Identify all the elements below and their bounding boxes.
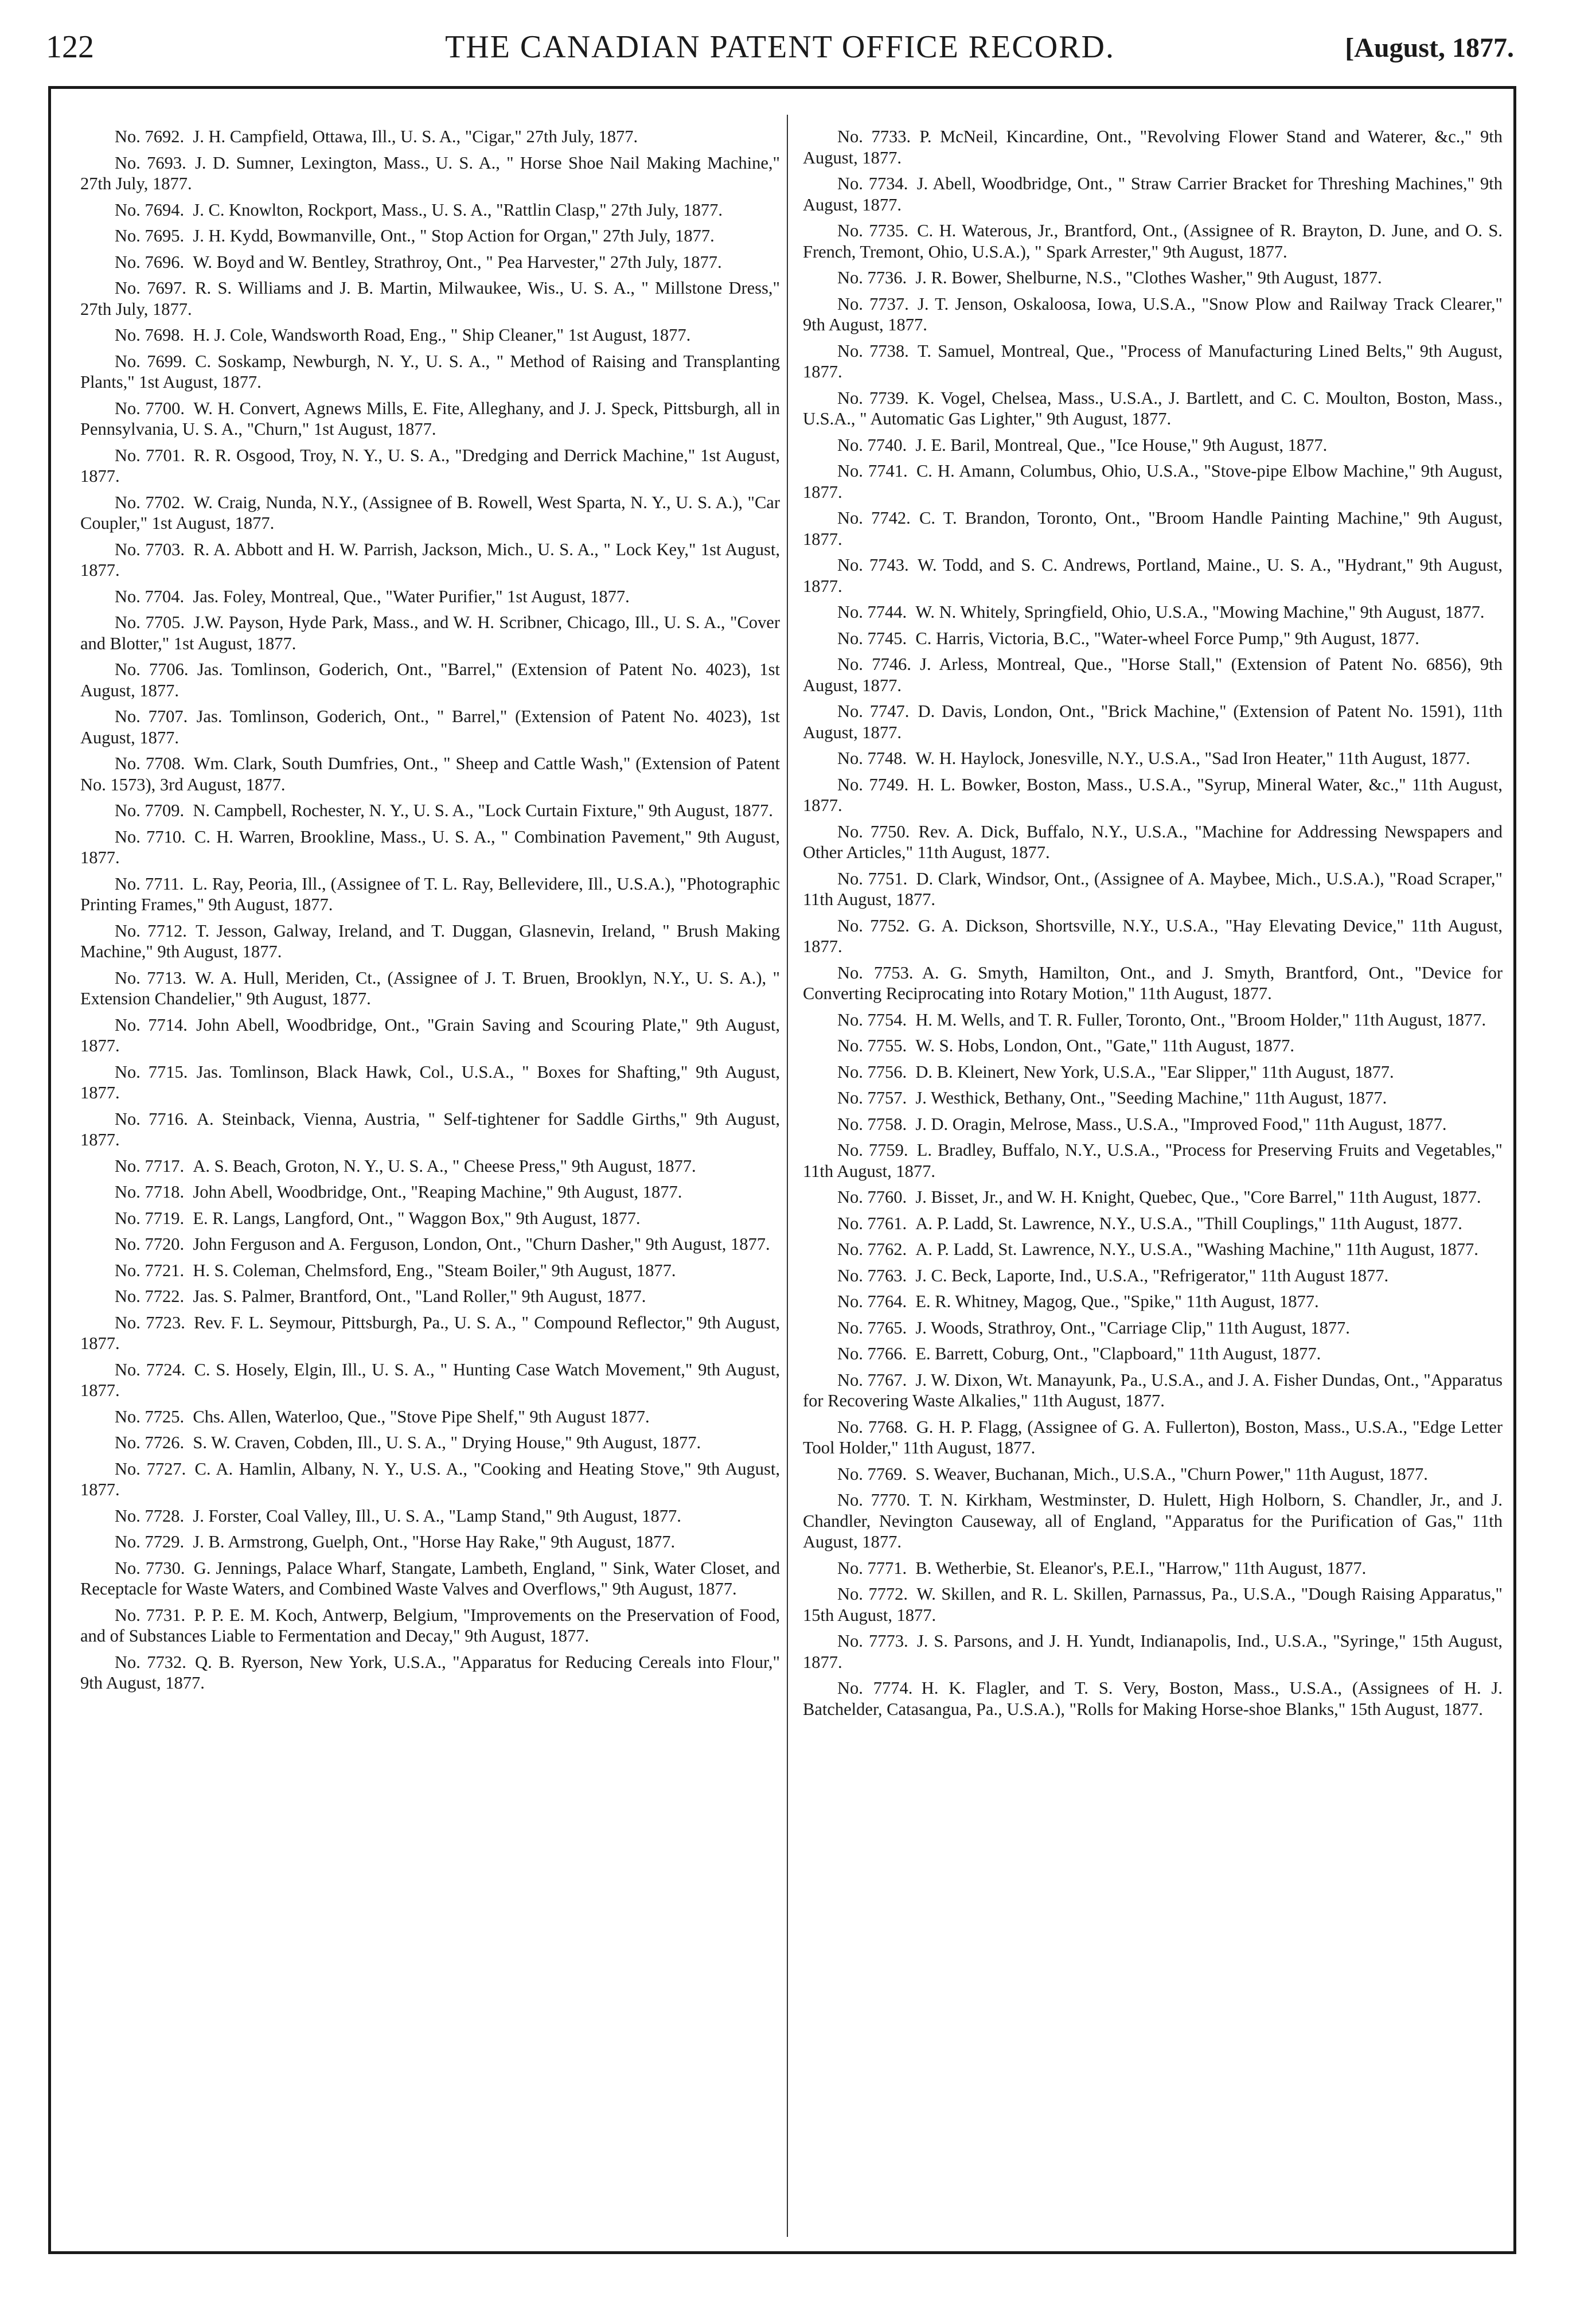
patent-description: A. G. Smyth, Hamilton, Ont., and J. Smyth, Brantford, Ont., "Device for Converting Reciprocating into Rotary Motion," 11th August, 1877. bbox=[803, 962, 1503, 1003]
patent-description: J. Westhick, Bethany, Ont., "Seeding Machine," 11th August, 1877. bbox=[915, 1088, 1387, 1108]
patent-number: No. 7694. bbox=[115, 200, 185, 220]
patent-description: A. Steinback, Vienna, Austria, " Self-tightener for Saddle Girths," 9th August, 1877. bbox=[80, 1109, 781, 1149]
patent-entry bbox=[80, 398, 780, 440]
patent-number: No. 7725. bbox=[115, 1406, 185, 1426]
patent-entry bbox=[80, 921, 780, 962]
patent-number: No. 7712. bbox=[115, 921, 187, 941]
left-column bbox=[80, 126, 780, 1699]
patent-entry bbox=[80, 1558, 780, 1600]
patent-number: No. 7724. bbox=[115, 1359, 186, 1379]
patent-description: J. Abell, Woodbridge, Ont., " Straw Carrier Bracket for Threshing Machines," 9th August, 1877. bbox=[803, 174, 1503, 215]
patent-entry bbox=[803, 962, 1503, 1004]
patent-description: H. J. Cole, Wandsworth Road, Eng., " Ship Cleaner," 1st August, 1877. bbox=[193, 325, 691, 345]
patent-description: Q. B. Ryerson, New York, U.S.A., "Apparatus for Reducing Cereals into Flour," 9th August, 1877. bbox=[80, 1652, 781, 1693]
patent-description: J. W. Dixon, Wt. Manayunk, Pa., U.S.A., and J. A. Fisher Dundas, Ont., "Apparatus for Recovering Waste Alkalies," 11th August, 1877. bbox=[803, 1370, 1503, 1410]
patent-description: T. N. Kirkham, Westminster, D. Hulett, High Holborn, S. Chandler, Jr., and J. Chandler, Nevington Causeway, all of England, "Apparatus for the Purification of Gas," 11th August, 1877. bbox=[803, 1490, 1503, 1551]
patent-entry bbox=[803, 1009, 1503, 1031]
patent-number: No. 7750. bbox=[837, 821, 910, 841]
patent-entry bbox=[80, 278, 780, 319]
patent-description: R. R. Osgood, Troy, N. Y., U. S. A., "Dredging and Derrick Machine," 1st August, 1877. bbox=[80, 445, 781, 486]
patent-entry bbox=[803, 748, 1503, 769]
patent-number: No. 7760. bbox=[837, 1187, 907, 1207]
patent-number: No. 7719. bbox=[115, 1208, 185, 1228]
patent-description: H. L. Bowker, Boston, Mass., U.S.A., "Syrup, Mineral Water, &c.," 11th August, 1877. bbox=[803, 774, 1503, 815]
patent-number: No. 7748. bbox=[837, 748, 907, 768]
patent-number: No. 7734. bbox=[837, 174, 908, 193]
column-divider bbox=[787, 115, 788, 2237]
patent-description: W. N. Whitely, Springfield, Ohio, U.S.A., "Mowing Machine," 9th August, 1877. bbox=[915, 602, 1485, 622]
patent-number: No. 7731. bbox=[115, 1605, 186, 1625]
patent-description: J. C. Beck, Laporte, Ind., U.S.A., "Refrigerator," 11th August 1877. bbox=[915, 1265, 1389, 1285]
patent-number: No. 7716. bbox=[115, 1109, 188, 1129]
patent-number: No. 7703. bbox=[115, 539, 185, 559]
patent-description: D. B. Kleinert, New York, U.S.A., "Ear Slipper," 11th August, 1877. bbox=[915, 1062, 1394, 1082]
patent-description: J. Arless, Montreal, Que., "Horse Stall," (Extension of Patent No. 6856), 9th August, 1877. bbox=[803, 654, 1503, 695]
patent-description: John Ferguson and A. Ferguson, London, Ont., "Churn Dasher," 9th August, 1877. bbox=[193, 1234, 770, 1254]
patent-number: No. 7739. bbox=[837, 388, 909, 408]
page-number: 122 bbox=[46, 29, 94, 65]
patent-entry bbox=[803, 555, 1503, 597]
patent-number: No. 7771. bbox=[837, 1558, 907, 1578]
patent-number: No. 7751. bbox=[837, 868, 908, 888]
patent-number: No. 7749. bbox=[837, 774, 909, 794]
patent-description: L. Bradley, Buffalo, N.Y., U.S.A., "Process for Preserving Fruits and Vegetables," 11th August, 1877. bbox=[803, 1140, 1503, 1181]
patent-entry bbox=[803, 508, 1503, 549]
patent-entry bbox=[80, 539, 780, 581]
patent-entry bbox=[80, 612, 780, 654]
patent-number: No. 7723. bbox=[115, 1312, 185, 1332]
patent-number: No. 7693. bbox=[115, 153, 186, 173]
patent-description: G. H. P. Flagg, (Assignee of G. A. Fullerton), Boston, Mass., U.S.A., "Edge Letter Tool Holder," 11th August, 1877. bbox=[803, 1417, 1503, 1457]
patent-number: No. 7714. bbox=[115, 1015, 188, 1035]
patent-entry bbox=[80, 1156, 780, 1177]
patent-entry bbox=[80, 1260, 780, 1281]
patent-entry bbox=[80, 252, 780, 273]
patent-description: J.W. Payson, Hyde Park, Mass., and W. H. Scribner, Chicago, Ill., U. S. A., "Cover and Blotter," 1st August, 1877. bbox=[80, 613, 780, 653]
patent-description: T. Samuel, Montreal, Que., "Process of Manufacturing Lined Belts," 9th August, 1877. bbox=[803, 341, 1503, 381]
patent-number: No. 7745. bbox=[837, 628, 907, 648]
patent-entry bbox=[803, 461, 1503, 502]
patent-entry bbox=[803, 388, 1503, 430]
patent-entry bbox=[803, 1584, 1503, 1625]
patent-description: H. M. Wells, and T. R. Fuller, Toronto, Ont., "Broom Holder," 11th August, 1877. bbox=[915, 1009, 1486, 1030]
patent-number: No. 7697. bbox=[115, 278, 186, 298]
patent-description: J. R. Bower, Shelburne, N.S., "Clothes Washer," 9th August, 1877. bbox=[915, 268, 1382, 287]
patent-entry bbox=[80, 1062, 780, 1104]
patent-description: C. S. Hosely, Elgin, Ill., U. S. A., " Hunting Case Watch Movement," 9th August, 1877. bbox=[80, 1359, 780, 1400]
patent-description: A. P. Ladd, St. Lawrence, N.Y., U.S.A., "Thill Couplings," 11th August, 1877. bbox=[915, 1213, 1462, 1233]
patent-entry bbox=[803, 294, 1503, 336]
patent-entry bbox=[803, 1370, 1503, 1412]
patent-entry bbox=[80, 827, 780, 868]
patent-number: No. 7730. bbox=[115, 1558, 185, 1578]
patent-description: W. S. Hobs, London, Ont., "Gate," 11th August, 1877. bbox=[915, 1036, 1295, 1055]
patent-number: No. 7720. bbox=[115, 1234, 185, 1254]
patent-description: C. H. Waterous, Jr., Brantford, Ont., (Assignee of R. Brayton, D. June, and O. S. French, Tremont, Ohio, U.S.A.), " Spark Arrester," 9th August, 1877. bbox=[803, 221, 1503, 262]
patent-number: No. 7702. bbox=[115, 492, 185, 512]
patent-number: No. 7722. bbox=[115, 1287, 185, 1306]
patent-entry bbox=[803, 602, 1503, 623]
right-column bbox=[803, 126, 1503, 1725]
patent-description: Rev. A. Dick, Buffalo, N.Y., U.S.A., "Machine for Addressing Newspapers and Other Articles," 11th August, 1877. bbox=[803, 821, 1503, 862]
patent-number: No. 7707. bbox=[115, 707, 188, 726]
patent-description: D. Clark, Windsor, Ont., (Assignee of A. Maybee, Mich., U.S.A.), "Road Scraper," 11th August, 1877. bbox=[803, 868, 1503, 909]
patent-description: A. S. Beach, Groton, N. Y., U. S. A., " Cheese Press," 9th August, 1877. bbox=[193, 1156, 696, 1176]
patent-description: John Abell, Woodbridge, Ont., "Reaping Machine," 9th August, 1877. bbox=[193, 1182, 682, 1202]
patent-entry bbox=[803, 1490, 1503, 1553]
patent-description: J. Bisset, Jr., and W. H. Knight, Quebec, Que., "Core Barrel," 11th August, 1877. bbox=[915, 1187, 1481, 1207]
patent-entry bbox=[803, 1187, 1503, 1208]
patent-entry bbox=[803, 654, 1503, 696]
patent-description: J. S. Parsons, and J. H. Yundt, Indianapolis, Ind., U.S.A., "Syringe," 15th August, 1877. bbox=[803, 1631, 1503, 1672]
patent-description: Chs. Allen, Waterloo, Que., "Stove Pipe Shelf," 9th August 1877. bbox=[193, 1406, 650, 1426]
patent-number: No. 7772. bbox=[837, 1584, 908, 1604]
patent-entry bbox=[803, 1631, 1503, 1673]
patent-number: No. 7755. bbox=[837, 1036, 907, 1055]
patent-entry bbox=[803, 1265, 1503, 1287]
patent-description: H. S. Coleman, Chelmsford, Eng., "Steam Boiler," 9th August, 1877. bbox=[193, 1260, 676, 1280]
patent-number: No. 7769. bbox=[837, 1464, 907, 1484]
patent-entry bbox=[803, 173, 1503, 215]
patent-number: No. 7766. bbox=[837, 1344, 907, 1363]
patent-entry bbox=[803, 341, 1503, 383]
patent-number: No. 7767. bbox=[837, 1370, 907, 1390]
patent-description: J. Forster, Coal Valley, Ill., U. S. A., "Lamp Stand," 9th August, 1877. bbox=[193, 1506, 681, 1526]
patent-description: C. H. Warren, Brookline, Mass., U. S. A., " Combination Pavement," 9th August, 1877. bbox=[80, 827, 781, 867]
patent-number: No. 7764. bbox=[837, 1292, 907, 1311]
patent-entry bbox=[80, 1605, 780, 1647]
patent-description: A. P. Ladd, St. Lawrence, N.Y., U.S.A., "Washing Machine," 11th August, 1877. bbox=[915, 1239, 1478, 1259]
patent-number: No. 7735. bbox=[837, 221, 908, 240]
patent-number: No. 7709. bbox=[115, 801, 185, 820]
patent-entry bbox=[803, 868, 1503, 910]
patent-description: W. Skillen, and R. L. Skillen, Parnassus, Pa., U.S.A., "Dough Raising Apparatus," 15th August, 1877. bbox=[803, 1584, 1503, 1625]
patent-description: J. E. Baril, Montreal, Que., "Ice House," 9th August, 1877. bbox=[915, 435, 1328, 455]
patent-number: No. 7717. bbox=[115, 1156, 185, 1176]
patent-description: C. H. Amann, Columbus, Ohio, U.S.A., "Stove-pipe Elbow Machine," 9th August, 1877. bbox=[803, 461, 1503, 502]
patent-description: W. H. Convert, Agnews Mills, E. Fite, Alleghany, and J. J. Speck, Pittsburgh, all in Pennsylvania, U. S. A., "Churn," 1st August, 1877. bbox=[80, 398, 780, 439]
patent-entry bbox=[803, 267, 1503, 289]
patent-description: S. W. Craven, Cobden, Ill., U. S. A., " Drying House," 9th August, 1877. bbox=[193, 1433, 701, 1452]
patent-entry bbox=[803, 1035, 1503, 1057]
patent-number: No. 7736. bbox=[837, 268, 907, 287]
patent-description: E. R. Langs, Langford, Ont., " Waggon Box," 9th August, 1877. bbox=[193, 1208, 641, 1228]
patent-number: No. 7737. bbox=[837, 294, 909, 314]
patent-entry bbox=[80, 225, 780, 247]
patent-entry bbox=[80, 706, 780, 748]
patent-number: No. 7699. bbox=[115, 351, 186, 371]
patent-description: W. Craig, Nunda, N.Y., (Assignee of B. Rowell, West Sparta, N. Y., U. S. A.), "Car Coupler," 1st August, 1877. bbox=[80, 492, 780, 533]
patent-description: J. Woods, Strathroy, Ont., "Carriage Clip," 11th August, 1877. bbox=[915, 1317, 1350, 1338]
patent-entry bbox=[80, 874, 780, 915]
patent-entry bbox=[803, 126, 1503, 168]
patent-entry bbox=[803, 1114, 1503, 1135]
patent-number: No. 7708. bbox=[115, 754, 185, 773]
patent-number: No. 7770. bbox=[837, 1490, 911, 1510]
patent-entry bbox=[80, 1652, 780, 1694]
patent-description: R. A. Abbott and H. W. Parrish, Jackson, Mich., U. S. A., " Lock Key," 1st August, 1877. bbox=[80, 539, 781, 580]
patent-entry bbox=[80, 659, 780, 701]
patent-entry bbox=[80, 153, 780, 194]
patent-entry bbox=[803, 1140, 1503, 1182]
patent-number: No. 7762. bbox=[837, 1239, 907, 1259]
patent-description: Jas. Tomlinson, Goderich, Ont., "Barrel," (Extension of Patent No. 4023), 1st August, 1877. bbox=[80, 660, 780, 700]
patent-entry bbox=[803, 435, 1503, 456]
patent-entry bbox=[80, 1234, 780, 1255]
patent-description: J. T. Jenson, Oskaloosa, Iowa, U.S.A., "Snow Plow and Railway Track Clearer," 9th August, 1877. bbox=[803, 294, 1503, 334]
patent-description: Wm. Clark, South Dumfries, Ont., " Sheep and Cattle Wash," (Extension of Patent No. 1573), 3rd August, 1877. bbox=[80, 754, 781, 794]
patent-description: W. Todd, and S. C. Andrews, Portland, Maine., U. S. A., "Hydrant," 9th August, 1877. bbox=[803, 555, 1503, 596]
patent-entry bbox=[80, 1432, 780, 1453]
patent-number: No. 7754. bbox=[837, 1009, 907, 1030]
patent-entry bbox=[80, 586, 780, 607]
patent-entry bbox=[803, 1087, 1503, 1109]
patent-description: C. Harris, Victoria, B.C., "Water-wheel Force Pump," 9th August, 1877. bbox=[915, 628, 1419, 648]
patent-entry bbox=[80, 1459, 780, 1500]
patent-entry bbox=[803, 1213, 1503, 1234]
patent-entry bbox=[803, 1417, 1503, 1459]
patent-entry bbox=[803, 628, 1503, 649]
patent-entry bbox=[80, 1015, 780, 1057]
patent-entry bbox=[80, 1286, 780, 1307]
patent-number: No. 7746. bbox=[837, 654, 911, 674]
patent-number: No. 7718. bbox=[115, 1182, 185, 1202]
patent-description: W. H. Haylock, Jonesville, N.Y., U.S.A., "Sad Iron Heater," 11th August, 1877. bbox=[915, 748, 1470, 768]
patent-entry bbox=[80, 492, 780, 534]
patent-description: John Abell, Woodbridge, Ont., "Grain Saving and Scouring Plate," 9th August, 1877. bbox=[80, 1015, 780, 1055]
patent-number: No. 7742. bbox=[837, 508, 911, 528]
patent-number: No. 7729. bbox=[115, 1532, 185, 1551]
patent-entry bbox=[80, 200, 780, 221]
patent-number: No. 7728. bbox=[115, 1506, 185, 1526]
patent-number: No. 7744. bbox=[837, 602, 907, 622]
patent-description: J. D. Sumner, Lexington, Mass., U. S. A., " Horse Shoe Nail Making Machine," 27th July, 1877. bbox=[80, 153, 780, 193]
page-title: THE CANADIAN PATENT OFFICE RECORD. bbox=[445, 29, 1115, 65]
patent-number: No. 7713. bbox=[115, 968, 186, 988]
patent-entry bbox=[803, 220, 1503, 262]
patent-number: No. 7743. bbox=[837, 555, 909, 575]
patent-entry bbox=[803, 701, 1503, 743]
patent-entry bbox=[803, 1464, 1503, 1485]
patent-entry bbox=[80, 1359, 780, 1401]
patent-number: No. 7733. bbox=[837, 127, 911, 146]
patent-description: D. Davis, London, Ont., "Brick Machine," (Extension of Patent No. 1591), 11th August, 1877. bbox=[803, 701, 1503, 742]
patent-entry bbox=[80, 445, 780, 487]
patent-number: No. 7726. bbox=[115, 1433, 185, 1452]
patent-number: No. 7701. bbox=[115, 445, 185, 465]
page-header bbox=[46, 29, 1514, 80]
patent-description: E. R. Whitney, Magog, Que., "Spike," 11th August, 1877. bbox=[915, 1292, 1319, 1311]
patent-number: No. 7774. bbox=[837, 1678, 913, 1698]
patent-entry bbox=[80, 1208, 780, 1229]
patent-number: No. 7715. bbox=[115, 1062, 188, 1082]
patent-description: N. Campbell, Rochester, N. Y., U. S. A., "Lock Curtain Fixture," 9th August, 1877. bbox=[193, 801, 773, 820]
patent-description: T. Jesson, Galway, Ireland, and T. Duggan, Glasnevin, Ireland, " Brush Making Machine," 9th August, 1877. bbox=[80, 921, 780, 961]
patent-entry bbox=[803, 1678, 1503, 1720]
patent-description: B. Wetherbie, St. Eleanor's, P.E.I., "Harrow," 11th August, 1877. bbox=[915, 1558, 1367, 1578]
patent-description: P. P. E. M. Koch, Antwerp, Belgium, "Improvements on the Preservation of Food, and of Substances Liable to Fermentation and Decay," 9th August, 1877. bbox=[80, 1605, 780, 1646]
issue-date: [August, 1877. bbox=[1345, 33, 1514, 63]
patent-entry bbox=[80, 351, 780, 393]
patent-number: No. 7761. bbox=[837, 1213, 907, 1233]
patent-description: C. A. Hamlin, Albany, N. Y., U.S. A., "Cooking and Heating Stove," 9th August, 1877. bbox=[80, 1459, 780, 1499]
patent-description: J. D. Oragin, Melrose, Mass., U.S.A., "Improved Food," 11th August, 1877. bbox=[915, 1114, 1447, 1134]
patent-number: No. 7711. bbox=[115, 874, 184, 894]
patent-description: G. Jennings, Palace Wharf, Stangate, Lambeth, England, " Sink, Water Closet, and Receptacle for Waste Waters, and Combined Waste Valves and Overflows," 9th August, 1877. bbox=[80, 1558, 781, 1599]
patent-number: No. 7765. bbox=[837, 1317, 907, 1338]
patent-entry bbox=[80, 1109, 780, 1151]
patent-description: W. A. Hull, Meriden, Ct., (Assignee of J. T. Bruen, Brooklyn, N.Y., U. S. A.), " Extension Chandelier," 9th August, 1877. bbox=[80, 968, 780, 1008]
patent-description: E. Barrett, Coburg, Ont., "Clapboard," 11th August, 1877. bbox=[915, 1344, 1321, 1363]
patent-number: No. 7732. bbox=[115, 1652, 186, 1672]
patent-description: S. Weaver, Buchanan, Mich., U.S.A., "Churn Power," 11th August, 1877. bbox=[915, 1464, 1428, 1484]
patent-entry bbox=[80, 1406, 780, 1428]
patent-entry bbox=[803, 1239, 1503, 1260]
patent-description: G. A. Dickson, Shortsville, N.Y., U.S.A., "Hay Elevating Device," 11th August, 1877. bbox=[803, 915, 1503, 956]
patent-entry bbox=[803, 1558, 1503, 1579]
patent-entry bbox=[803, 1062, 1503, 1083]
patent-entry bbox=[80, 1312, 780, 1354]
patent-description: Rev. F. L. Seymour, Pittsburgh, Pa., U. S. A., " Compound Reflector," 9th August, 1877. bbox=[80, 1312, 781, 1353]
patent-number: No. 7768. bbox=[837, 1417, 908, 1437]
patent-entry bbox=[803, 915, 1503, 957]
patent-number: No. 7741. bbox=[837, 461, 908, 481]
patent-description: J. H. Campfield, Ottawa, Ill., U. S. A., "Cigar," 27th July, 1877. bbox=[193, 127, 638, 146]
patent-entry bbox=[80, 1531, 780, 1553]
patent-number: No. 7738. bbox=[837, 341, 909, 361]
patent-number: No. 7721. bbox=[115, 1260, 185, 1280]
patent-number: No. 7759. bbox=[837, 1140, 908, 1160]
patent-number: No. 7757. bbox=[837, 1088, 907, 1108]
patent-description: Jas. S. Palmer, Brantford, Ont., "Land Roller," 9th August, 1877. bbox=[193, 1287, 646, 1306]
patent-description: Jas. Tomlinson, Black Hawk, Col., U.S.A., " Boxes for Shafting," 9th August, 1877. bbox=[80, 1062, 781, 1102]
patent-entry bbox=[80, 126, 780, 147]
patent-number: No. 7763. bbox=[837, 1265, 907, 1285]
patent-entry bbox=[80, 753, 780, 795]
patent-description: W. Boyd and W. Bentley, Strathroy, Ont., " Pea Harvester," 27th July, 1877. bbox=[193, 252, 722, 272]
patent-entry bbox=[80, 800, 780, 821]
patent-number: No. 7698. bbox=[115, 325, 185, 345]
patent-description: C. T. Brandon, Toronto, Ont., "Broom Handle Painting Machine," 9th August, 1877. bbox=[803, 508, 1503, 549]
patent-number: No. 7752. bbox=[837, 915, 910, 935]
patent-description: J. B. Armstrong, Guelph, Ont., "Horse Hay Rake," 9th August, 1877. bbox=[193, 1532, 676, 1551]
patent-number: No. 7696. bbox=[115, 252, 185, 272]
patent-entry bbox=[80, 1182, 780, 1203]
patent-description: J. H. Kydd, Bowmanville, Ont., " Stop Action for Organ," 27th July, 1877. bbox=[193, 226, 715, 245]
patent-description: P. McNeil, Kincardine, Ont., "Revolving Flower Stand and Waterer, &c.," 9th August, 1877. bbox=[803, 127, 1503, 167]
patent-entry bbox=[803, 1317, 1503, 1339]
patent-entry bbox=[80, 325, 780, 346]
patent-description: Jas. Tomlinson, Goderich, Ont., " Barrel," (Extension of Patent No. 4023), 1st August, 1877. bbox=[80, 707, 780, 747]
patent-number: No. 7706. bbox=[115, 660, 189, 679]
patent-number: No. 7704. bbox=[115, 586, 185, 606]
patent-number: No. 7758. bbox=[837, 1114, 907, 1134]
patent-description: C. Soskamp, Newburgh, N. Y., U. S. A., " Method of Raising and Transplanting Plants," 1st August, 1877. bbox=[80, 351, 780, 392]
patent-number: No. 7753. bbox=[837, 962, 914, 983]
patent-number: No. 7710. bbox=[115, 827, 186, 847]
patent-description: K. Vogel, Chelsea, Mass., U.S.A., J. Bartlett, and C. C. Moulton, Boston, Mass., U.S.A., " Automatic Gas Lighter," 9th August, 1877. bbox=[803, 388, 1503, 428]
patent-description: L. Ray, Peoria, Ill., (Assignee of T. L. Ray, Bellevidere, Ill., U.S.A.), "Photographic Printing Frames," 9th August, 1877. bbox=[80, 874, 780, 914]
patent-number: No. 7756. bbox=[837, 1062, 907, 1082]
patent-description: J. C. Knowlton, Rockport, Mass., U. S. A., "Rattlin Clasp," 27th July, 1877. bbox=[193, 200, 723, 220]
patent-entry bbox=[803, 821, 1503, 863]
patent-number: No. 7705. bbox=[115, 613, 185, 632]
patent-number: No. 7740. bbox=[837, 435, 907, 455]
patent-number: No. 7773. bbox=[837, 1631, 908, 1651]
patent-entry bbox=[803, 1291, 1503, 1312]
patent-number: No. 7727. bbox=[115, 1459, 186, 1479]
patent-description: H. K. Flagler, and T. S. Very, Boston, Mass., U.S.A., (Assignees of H. J. Batchelder, Catasangua, Pa., U.S.A.), "Rolls for Making Horse-shoe Blanks," 15th August, 1877. bbox=[803, 1678, 1503, 1719]
patent-entry bbox=[803, 774, 1503, 816]
patent-description: Jas. Foley, Montreal, Que., "Water Purifier," 1st August, 1877. bbox=[193, 586, 630, 606]
patent-number: No. 7695. bbox=[115, 226, 185, 245]
patent-entry bbox=[803, 1343, 1503, 1365]
patent-number: No. 7692. bbox=[115, 127, 185, 146]
patent-description: R. S. Williams and J. B. Martin, Milwaukee, Wis., U. S. A., " Millstone Dress," 27th July, 1877. bbox=[80, 278, 780, 319]
patent-number: No. 7700. bbox=[115, 398, 185, 418]
patent-entry bbox=[80, 1506, 780, 1527]
patent-entry bbox=[80, 968, 780, 1009]
patent-number: No. 7747. bbox=[837, 701, 910, 721]
